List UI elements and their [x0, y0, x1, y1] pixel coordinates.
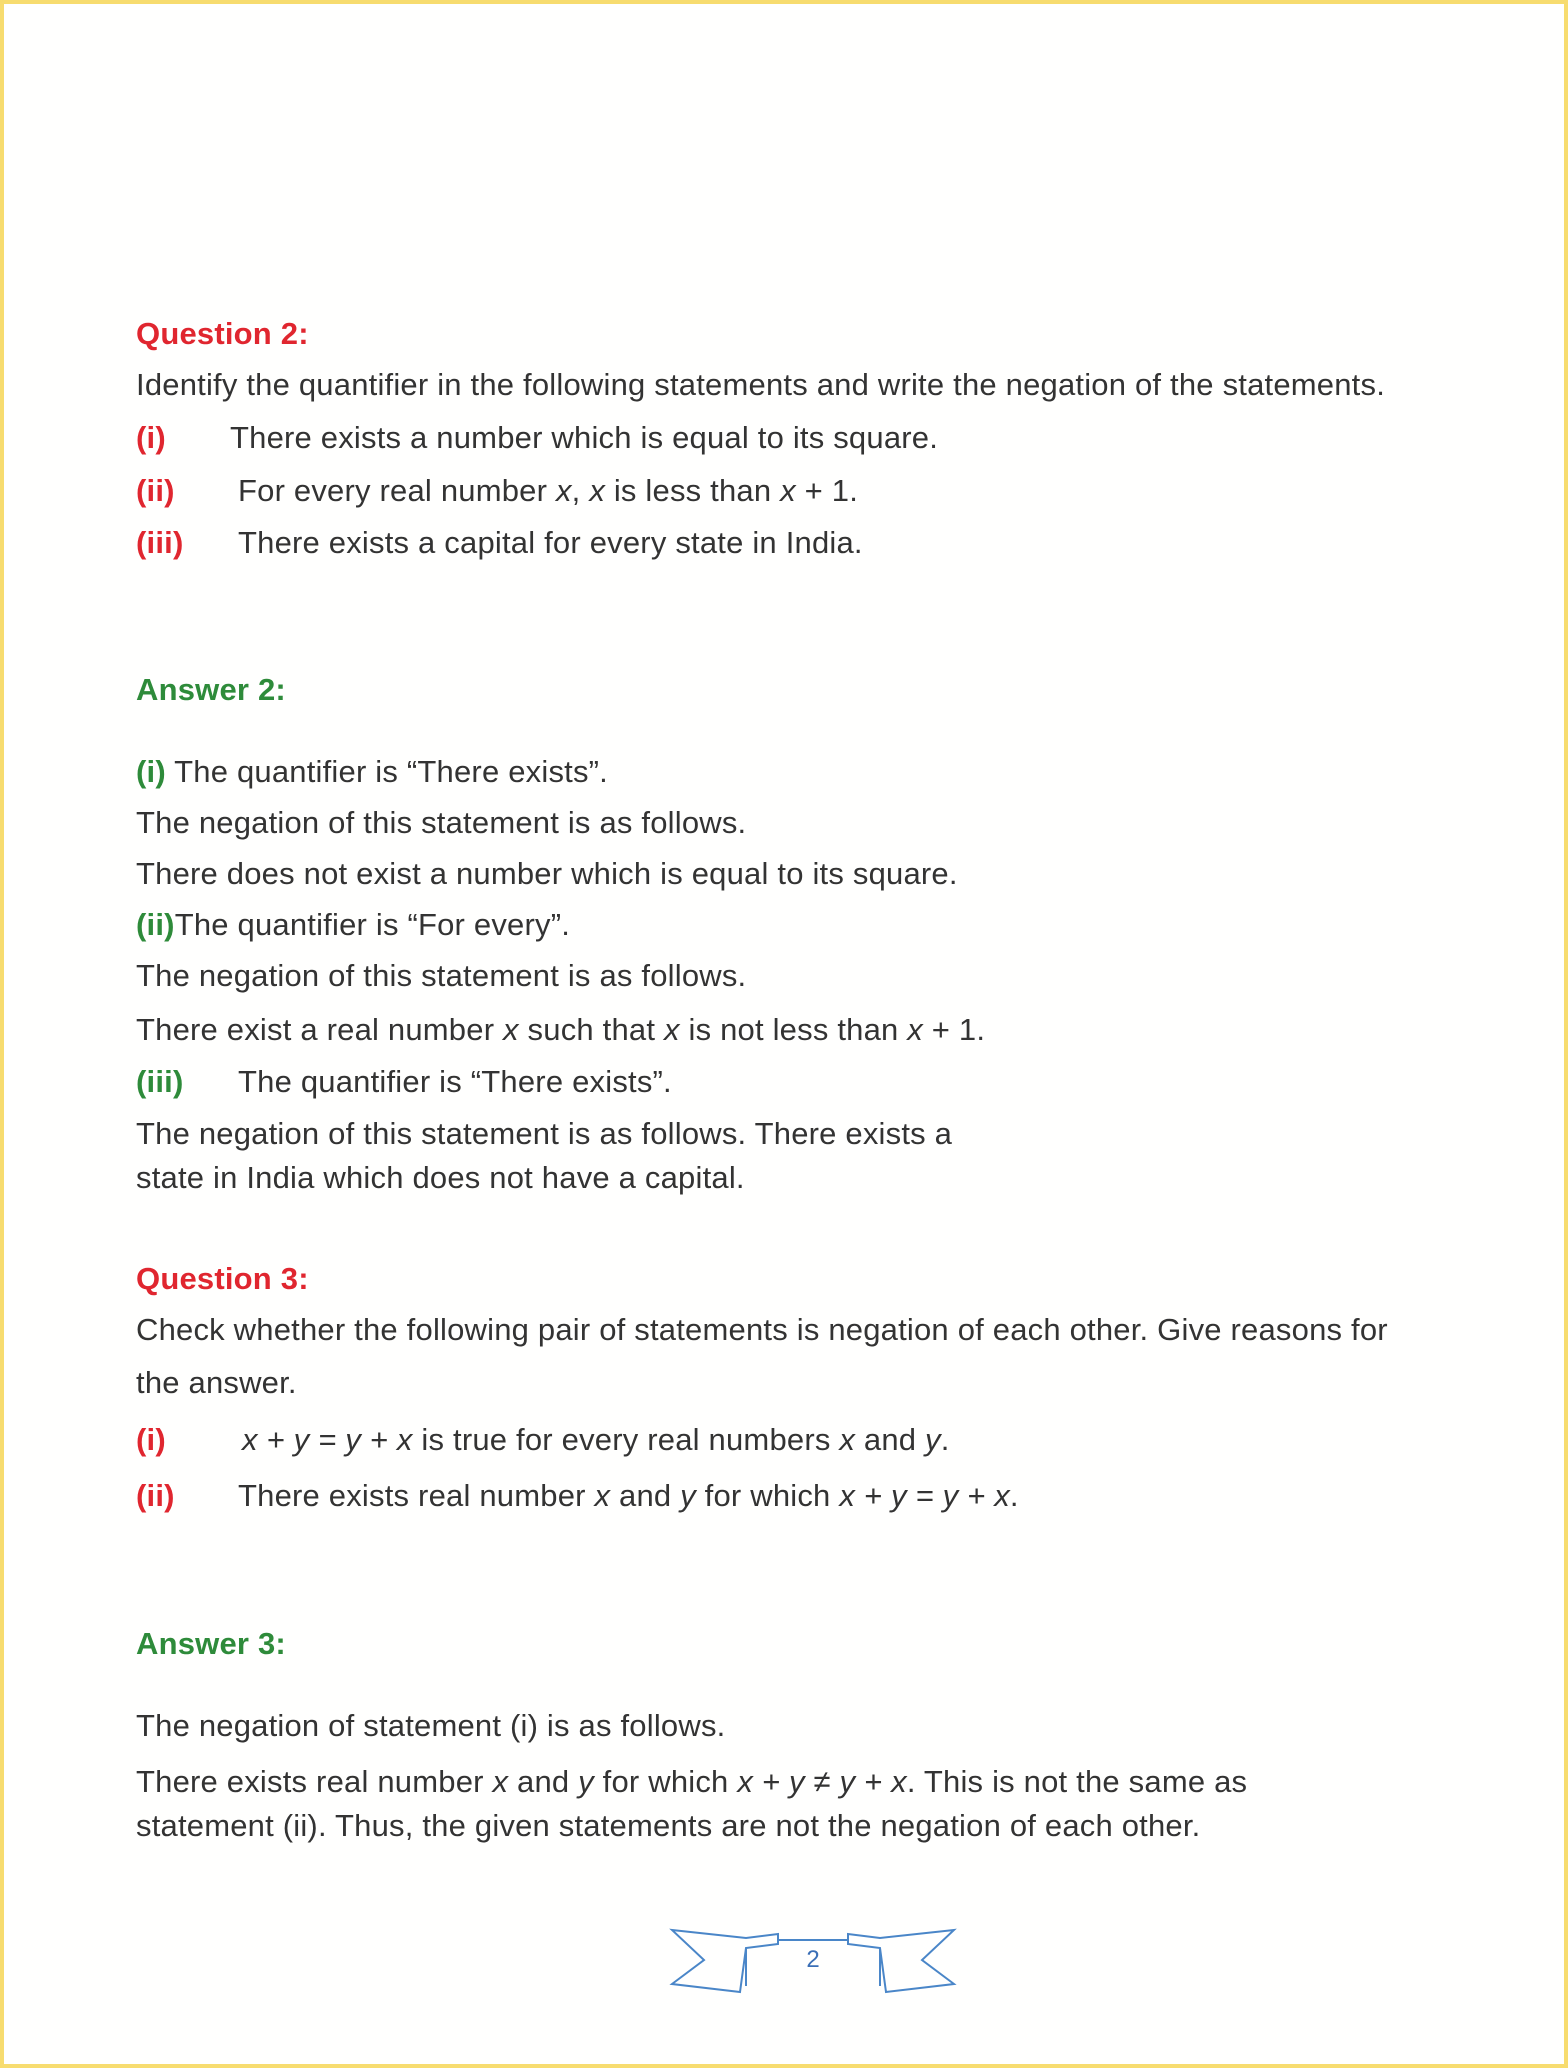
- text: is not less than: [679, 1012, 908, 1047]
- item-text: + 1.: [795, 473, 859, 508]
- answer-3-line: The negation of statement (i) is as follows.: [136, 1708, 726, 1743]
- text: There exists real number: [136, 1764, 493, 1799]
- item-number: (ii): [136, 473, 175, 508]
- item-text: is less than: [605, 473, 781, 508]
- answer-3-line: statement (ii). Thus, the given statements are not the negation of each other.: [136, 1808, 1201, 1843]
- answer-2-part-iii: [136, 1064, 672, 1100]
- text: and: [508, 1764, 579, 1799]
- answer-2-line: There does not exist a number which is equal to its square.: [136, 856, 958, 891]
- page-number: 2: [806, 1946, 820, 1973]
- variable: x: [839, 1422, 856, 1457]
- question-3-heading: Question 3:: [136, 1261, 309, 1296]
- expression: x + y = y + x: [839, 1478, 1010, 1513]
- variable: x: [780, 473, 796, 508]
- answer-2-part-ii: [136, 907, 570, 943]
- answer-2-part-i: [136, 754, 608, 790]
- item-text: .: [1009, 1478, 1019, 1513]
- answer-2-line: state in India which does not have a capital.: [136, 1160, 745, 1195]
- item-number: (ii): [136, 1478, 175, 1513]
- answer-3-heading: Answer 3:: [136, 1626, 286, 1661]
- answer-2-heading: Answer 2:: [136, 672, 286, 707]
- item-number: (iii): [136, 1064, 184, 1099]
- question-2-item-ii: [136, 473, 858, 509]
- item-text: The quantifier is “For every”.: [174, 907, 571, 942]
- variable: y: [680, 1478, 696, 1513]
- item-text: .: [940, 1422, 950, 1457]
- item-number: (i): [136, 420, 166, 455]
- item-text: and: [610, 1478, 681, 1513]
- item-number: (iii): [136, 525, 184, 560]
- text: . This is not the same as: [906, 1764, 1248, 1799]
- item-text: There exists a capital for every state in India.: [238, 525, 863, 560]
- variable: x: [907, 1012, 923, 1047]
- question-3-intro: the answer.: [136, 1365, 297, 1400]
- item-number: (i): [136, 754, 166, 789]
- question-3-intro: Check whether the following pair of statements is negation of each other. Give reasons for: [136, 1312, 1388, 1347]
- item-text: For every real number: [238, 473, 556, 508]
- answer-2-line: The negation of this statement is as follows. There exists a: [136, 1116, 953, 1151]
- variable: x: [503, 1012, 519, 1047]
- item-text: is true for every real numbers: [412, 1422, 840, 1457]
- answer-3-line: [136, 1764, 1247, 1800]
- variable: x: [594, 1478, 611, 1513]
- item-number: (i): [136, 1422, 166, 1457]
- variable: x: [589, 473, 606, 508]
- text: + 1.: [922, 1012, 986, 1047]
- expression: x + y ≠ y + x: [737, 1764, 907, 1799]
- question-3-item-i: [136, 1422, 950, 1458]
- item-text: The quantifier is “There exists”.: [174, 754, 608, 789]
- item-text: The quantifier is “There exists”.: [238, 1064, 672, 1099]
- item-number: (ii): [136, 907, 175, 942]
- text: for which: [593, 1764, 738, 1799]
- variable: y: [578, 1764, 594, 1799]
- variable: y: [925, 1422, 941, 1457]
- question-2-heading: Question 2:: [136, 316, 309, 351]
- text: such that: [518, 1012, 664, 1047]
- item-text: and: [855, 1422, 926, 1457]
- question-2-intro: Identify the quantifier in the following statements and write the negation of the statements.: [136, 367, 1386, 402]
- item-text: ,: [571, 473, 590, 508]
- expression: x + y = y + x: [242, 1422, 413, 1457]
- item-text: There exists a number which is equal to its square.: [230, 420, 939, 455]
- question-3-item-ii: [136, 1478, 1019, 1514]
- answer-2-line: The negation of this statement is as follows.: [136, 805, 747, 840]
- variable: x: [663, 1012, 680, 1047]
- variable: x: [555, 473, 572, 508]
- variable: x: [492, 1764, 509, 1799]
- item-text: for which: [695, 1478, 840, 1513]
- page-footer: [668, 1926, 958, 1996]
- question-2-item-i: [136, 420, 938, 456]
- text: There exist a real number: [136, 1012, 504, 1047]
- answer-2-line: [136, 1012, 985, 1048]
- question-2-item-iii: [136, 525, 863, 561]
- answer-2-line: The negation of this statement is as follows.: [136, 958, 747, 993]
- item-text: There exists real number: [238, 1478, 595, 1513]
